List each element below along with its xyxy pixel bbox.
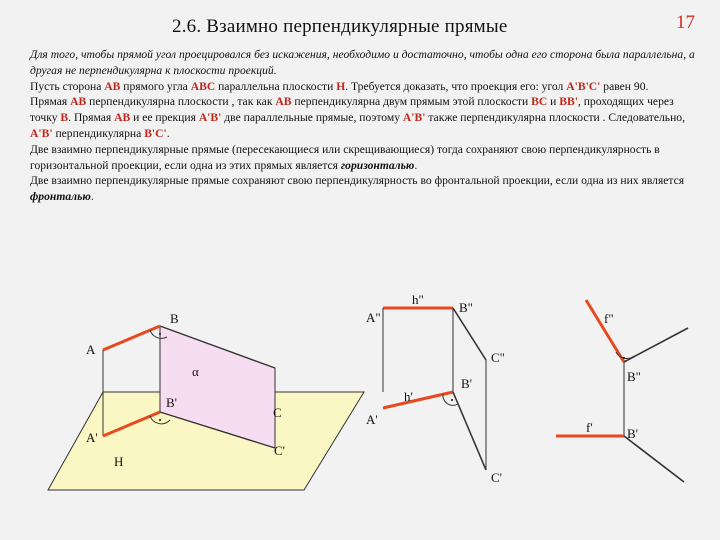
label-h-double: h"	[412, 292, 424, 307]
paragraph-given: Пусть сторона AB прямого угла ABC параллельна плоскости H. Требуется доказать, что проекция его: угол A'B'C' равен 90.	[30, 79, 649, 93]
label-c-prime: C'	[274, 443, 286, 458]
label-f-prime: f'	[586, 420, 593, 435]
label-b-double-right: B"	[627, 369, 641, 384]
label-b-prime-right: B'	[627, 426, 639, 441]
label-b-prime-mid: B'	[461, 376, 473, 391]
paragraph-frontal-rule: Две взаимно перпендикулярные прямые сохраняют свою перпендикулярность во фронтальной проекции, если одна из них является фронталью.	[30, 174, 685, 204]
figure-frontal-epure	[556, 300, 688, 482]
label-b-double: B"	[459, 300, 473, 315]
label-plane-h: H	[114, 454, 124, 469]
label-h-prime: h'	[404, 389, 413, 404]
label-alpha: α	[192, 364, 199, 379]
label-c-double: C"	[491, 350, 505, 365]
label-c: C	[273, 405, 282, 420]
label-a-prime-mid: A'	[366, 412, 378, 427]
label-a-double: A"	[366, 310, 381, 325]
label-c-prime-mid: C'	[491, 470, 503, 485]
paragraph-proof: Прямая AB перпендикулярна плоскости , так как AB перпендикулярна двум прямым этой плоскости BC и BB', проходящих через точку B. Прямая AB и ее прекция A'B' две параллельные прямые, поэтому A'B' также перпендикулярна плоскости . Следовательно, A'B' перпендикулярна B'C'.	[30, 95, 685, 140]
label-a-prime: A'	[86, 430, 98, 445]
paragraph-definition: Для того, чтобы прямой угол проецировался без искажения, необходимо и достаточно, чтобы одна его сторона была параллельна, а другая не перпендикулярна к плоскости проекций.	[30, 48, 695, 77]
line-f2	[586, 300, 624, 362]
segment-ab	[103, 326, 160, 350]
label-a: A	[86, 342, 96, 357]
slide-number: 17	[676, 12, 695, 33]
label-b-prime: B'	[166, 395, 178, 410]
label-b: B	[170, 311, 179, 326]
figure-horizontal-epure	[366, 292, 505, 485]
slide-title: 2.6. Взаимно перпендикулярные прямые	[172, 16, 508, 37]
paragraph-horizontal-rule: Две взаимно перпендикулярные прямые (пересекающиеся или скрещивающиеся) тогда сохраняют свою перпендикулярность в горизонтальной проекции, если одна из этих прямых является горизонталью.	[30, 142, 660, 172]
label-f-double: f"	[604, 311, 614, 326]
figure-spatial	[48, 311, 364, 490]
